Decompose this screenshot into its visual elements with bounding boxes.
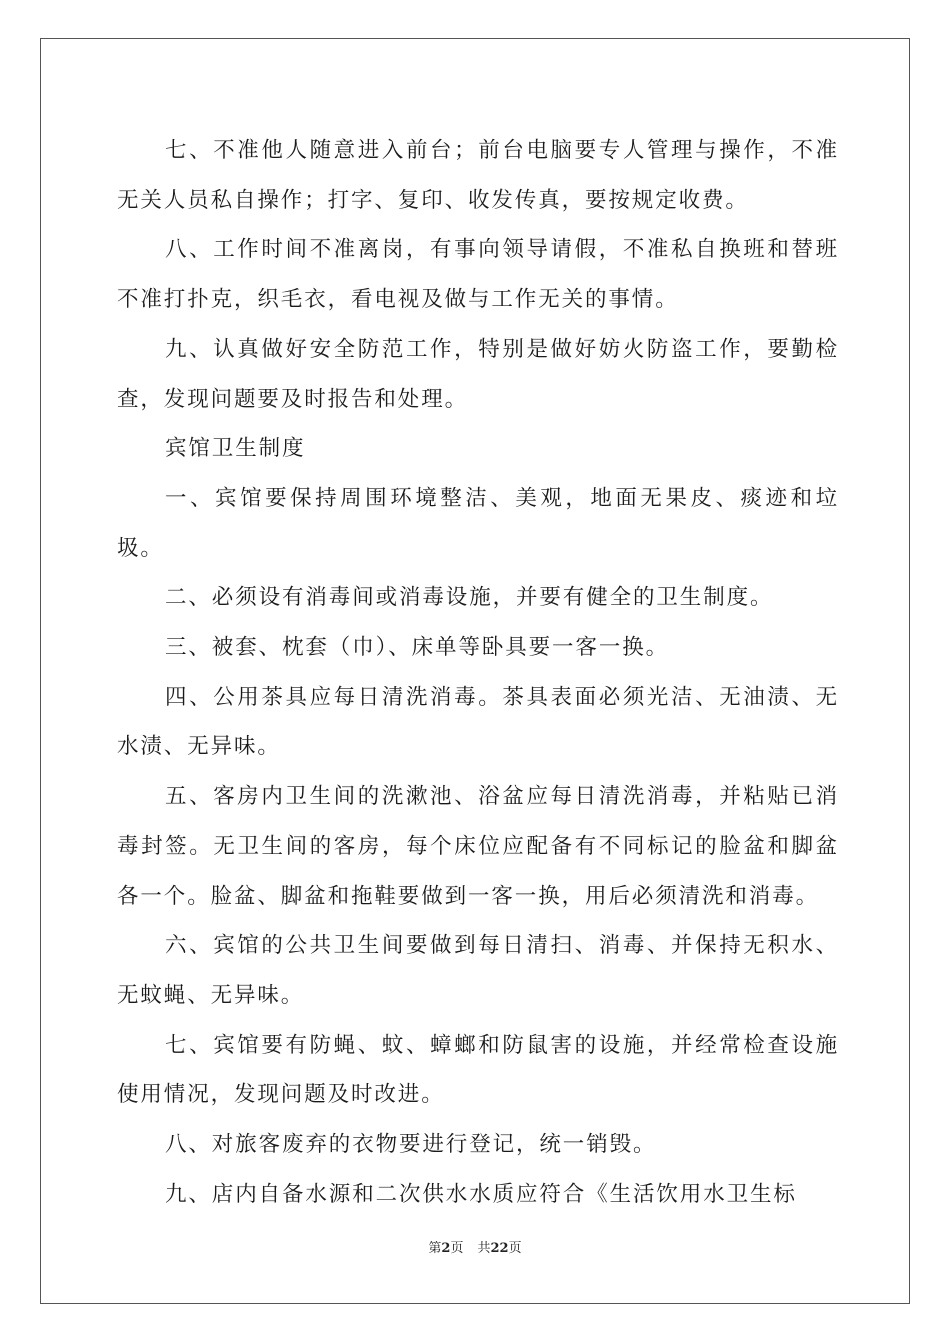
section-heading-hygiene: 宾馆卫生制度	[165, 436, 306, 462]
page-footer	[0, 1240, 950, 1258]
total-label-suffix: 页	[508, 1241, 522, 1256]
paragraph-hygiene-2: 二、必须设有消毒间或消毒设施，并要有健全的卫生制度。	[165, 585, 774, 611]
paragraph-hygiene-8: 八、对旅客废弃的衣物要进行登记，统一销毁。	[165, 1132, 657, 1158]
paragraph-hygiene-6: 六、宾馆的公共卫生间要做到每日清扫、消毒、并保持无积水、无蚊蝇、无异味。	[117, 933, 839, 1008]
total-label-prefix: 共	[477, 1241, 491, 1256]
page-label-prefix: 第	[428, 1241, 442, 1256]
total-pages-number: 22	[490, 1241, 509, 1256]
page-label-suffix: 页	[450, 1241, 464, 1256]
paragraph-hygiene-3: 三、被套、枕套（巾）、床单等卧具要一客一换。	[165, 635, 670, 661]
paragraph-hygiene-5: 五、客房内卫生间的洗漱池、浴盆应每日清洗消毒，并粘贴已消毒封签。无卫生间的客房，每个床位应配备有不同标记的脸盆和脚盆各一个。脸盆、脚盆和拖鞋要做到一客一换，用后必须清洗和消毒。	[117, 784, 839, 909]
paragraph-hygiene-1: 一、宾馆要保持周围环境整洁、美观，地面无果皮、痰迹和垃圾。	[117, 485, 839, 561]
paragraph-safety: 九、认真做好安全防范工作，特别是做好妨火防盗工作，要勤检查，发现问题要及时报告和处理。	[117, 336, 839, 412]
current-page-number: 2	[441, 1241, 451, 1256]
paragraph-hygiene-7: 七、宾馆要有防蝇、蚊、蟑螂和防鼠害的设施，并经常检查设施使用情况，发现问题及时改进。	[117, 1032, 839, 1108]
paragraph-work-hours: 八、工作时间不准离岗，有事向领导请假，不准私自换班和替班不准打扑克，织毛衣，看电视及做与工作无关的事情。	[117, 237, 839, 313]
document-body	[117, 126, 839, 1219]
paragraph-front-desk-access: 七、不准他人随意进入前台；前台电脑要专人管理与操作，不准无关人员私自操作；打字、复印、收发传真，要按规定收费。	[117, 138, 839, 213]
paragraph-hygiene-4: 四、公用茶具应每日清洗消毒。茶具表面必须光洁、无油渍、无水渍、无异味。	[117, 684, 839, 760]
paragraph-hygiene-9: 九、店内自备水源和二次供水水质应符合《生活饮用水卫生标	[165, 1181, 797, 1207]
